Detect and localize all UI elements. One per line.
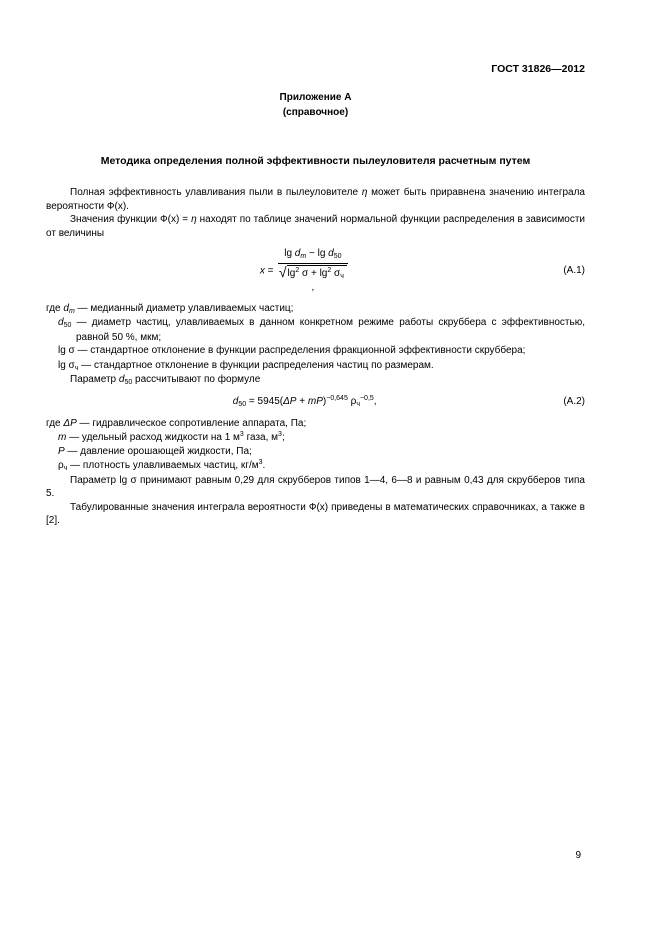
paragraph-sigma-values: Параметр lg σ принимают равным 0,29 для скрубберов типов 1—4, 6—8 и равным 0,43 для скрубберов типа 5. [46, 474, 585, 500]
text-run: Значения функции [70, 214, 161, 226]
plus-sign: + [296, 396, 308, 408]
formula-a1-body [46, 247, 563, 294]
superscript-3: 3 [258, 459, 263, 467]
document-header [46, 62, 585, 76]
fraction [278, 247, 347, 294]
var-d: d [232, 396, 239, 408]
subscript-m: m [300, 253, 307, 261]
term-base: lg σ [58, 359, 75, 371]
exponent: −0,645 [326, 395, 348, 403]
equals-sign: = [264, 265, 277, 277]
appendix-label: Приложение А [279, 92, 352, 104]
where-list-item [46, 316, 585, 344]
paragraph-intro-2 [46, 213, 585, 240]
eta-symbol: η [191, 214, 197, 226]
section-title: Методика определения полной эффективности пылеуловителя расчетным путем [100, 155, 531, 168]
where-list-item [46, 359, 585, 373]
where-list-item [46, 445, 585, 459]
term-base: d [63, 302, 69, 314]
var-mp: mP [307, 396, 323, 408]
term-definition: удельный расход жидкости на 1 м [81, 432, 240, 444]
term-base: d [58, 317, 64, 329]
term-definition: ; [281, 432, 285, 444]
paragraph-tabulated [46, 501, 585, 528]
subscript-50: 50 [238, 401, 247, 409]
var-d: d [118, 373, 125, 385]
eta-symbol: η [361, 187, 368, 199]
formula-a1-label: (А.1) [563, 265, 585, 277]
dash-separator: — [66, 432, 82, 444]
term-base: P [58, 445, 65, 457]
term-subscript: ч [74, 364, 79, 372]
text-run: рассчитывают по формуле [132, 373, 261, 385]
superscript-3: 3 [239, 431, 244, 439]
minus-sign: − [306, 248, 318, 260]
where-list-item [46, 430, 585, 445]
text-run: Табулированные значения интеграла вероятности [70, 501, 309, 513]
phi-function: Ф(x). [106, 200, 129, 212]
superscript-2: 2 [295, 266, 300, 274]
term-definition: гидравлическое сопротивление аппарата, Па; [92, 417, 307, 429]
dash-separator: — [67, 460, 83, 472]
formula-a2-label: (А.2) [563, 396, 585, 408]
term-base: ΔP [63, 417, 77, 429]
term-definition: медианный диаметр улавливаемых частиц; [90, 302, 294, 314]
term-subscript: 50 [63, 322, 72, 330]
var-d: d [294, 248, 301, 260]
paragraph-parameter-d50 [46, 373, 585, 387]
exponent: −0,5 [359, 395, 374, 403]
term-definition: . [262, 460, 266, 472]
superscript-2: 2 [327, 266, 332, 274]
dash-separator: — [74, 345, 91, 357]
superscript-3: 3 [278, 431, 282, 439]
text-run: может быть приравнена значению интеграла вероятности [46, 187, 585, 212]
term-definition: газа, м [243, 432, 279, 444]
where-list-item [46, 458, 585, 473]
text-run: находят по таблице значений нормальной функции распределения в зависимости от величины [46, 214, 585, 239]
lg-operator: lg [287, 267, 296, 279]
formula-a2 [46, 394, 585, 409]
lg-operator: lg [317, 248, 329, 260]
rho-symbol: ρ [347, 396, 357, 408]
term-base: m [58, 432, 67, 444]
sqrt-sign: √ [278, 263, 287, 280]
where-intro: где [46, 417, 64, 429]
dash-separator: — [71, 317, 92, 329]
sigma-symbol: σ [299, 267, 309, 279]
equals-sign: = [179, 214, 192, 226]
radicand [287, 265, 347, 281]
text-run: Параметр [70, 373, 119, 385]
phi-function: Ф(x) [160, 214, 180, 226]
where-intro: где [46, 302, 64, 314]
term-base: ρ [58, 460, 64, 472]
where-list-item [46, 417, 585, 431]
term-definition: давление орошающей жидкости, Па; [80, 445, 252, 457]
appendix-block [46, 90, 585, 120]
subscript-ch: ч [340, 272, 344, 280]
plus-sign: + [308, 267, 320, 279]
subscript-ch: ч [356, 401, 360, 409]
text-run: приведены в математических справочниках, а также в [2]. [46, 501, 585, 527]
phi-function: Ф(x) [308, 501, 329, 513]
lg-operator: lg [319, 267, 328, 279]
dash-separator: — [76, 417, 93, 429]
doc-number: ГОСТ 31826—2012 [491, 63, 585, 75]
var-d: d [328, 248, 334, 260]
close-paren: ) [322, 396, 327, 408]
equals-coefficient: = 5945( [246, 396, 284, 408]
formula-lhs: x [259, 265, 265, 277]
term-definition: диаметр частиц, улавливаемых в данном конкретном режиме работы скруббера с эффективностью, равной 50 %, мкм; [76, 317, 586, 343]
where-list-item [46, 302, 585, 316]
paragraph-intro-1 [46, 186, 585, 213]
lg-operator: lg [284, 248, 295, 260]
term-subscript: m [68, 307, 75, 315]
term-definition: стандартное отклонение в функции распределения частиц по размерам. [93, 359, 434, 371]
dash-separator: — [74, 302, 91, 314]
term-base: lg σ [58, 345, 75, 357]
comma: , [373, 396, 377, 408]
subscript-50: 50 [333, 253, 342, 261]
subscript-50: 50 [124, 378, 133, 386]
page-number: 9 [575, 849, 581, 861]
dash-separator: — [64, 445, 81, 457]
sigma-symbol: σ [331, 267, 341, 279]
formula-a1 [46, 247, 585, 294]
comma: , [311, 282, 315, 294]
fraction-numerator [278, 247, 347, 263]
where-list-item [46, 344, 585, 358]
appendix-note: (справочное) [282, 107, 349, 119]
dash-separator: — [78, 359, 94, 371]
fraction-denominator [278, 264, 347, 281]
term-definition: плотность улавливаемых частиц, кг/м [82, 460, 259, 472]
term-subscript: ч [63, 465, 68, 473]
text-run: Полная эффективность улавливания пыли в пылеуловителе [70, 187, 362, 199]
var-delta-p: ΔP [283, 396, 297, 408]
formula-a2-body [46, 394, 563, 409]
term-definition: стандартное отклонение в функции распределения фракционной эффективности скруббера; [90, 345, 526, 357]
